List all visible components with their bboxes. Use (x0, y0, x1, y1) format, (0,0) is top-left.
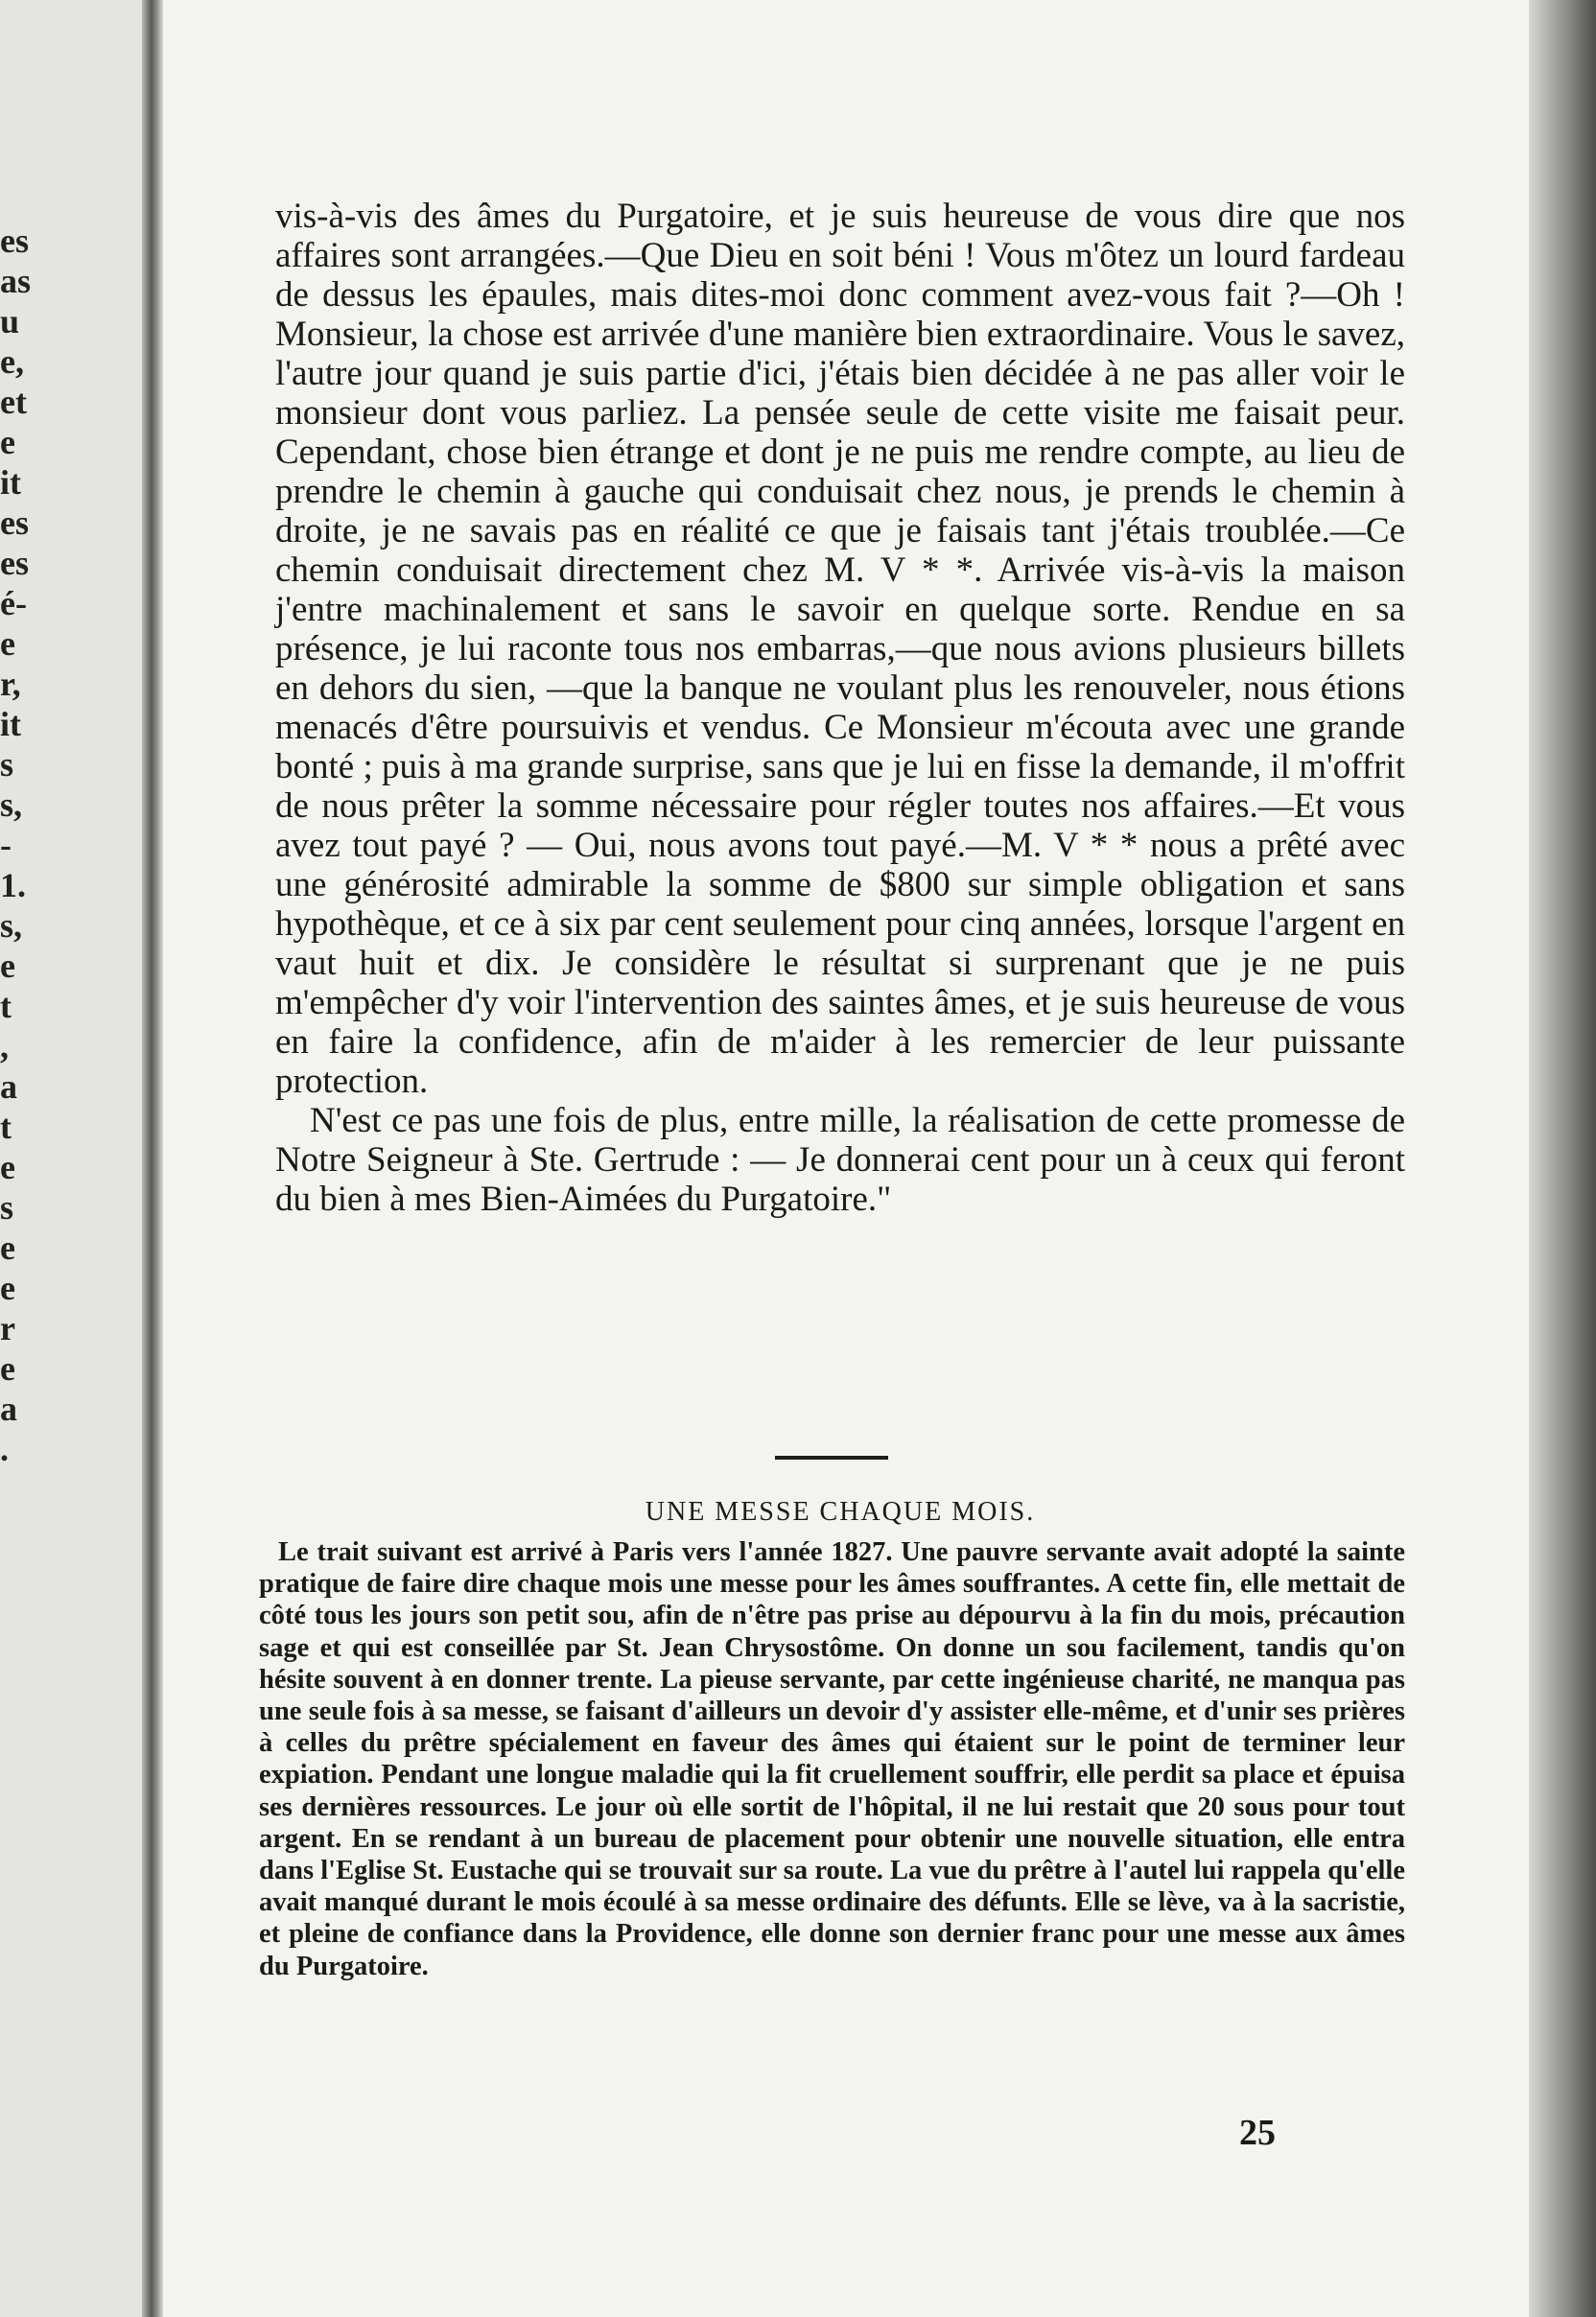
left-page-fragment: as (0, 262, 32, 300)
left-page-fragment: é- (0, 584, 27, 622)
left-page-fragment: es (0, 222, 29, 260)
left-page-fragment: e (0, 1269, 15, 1307)
left-page-fragment: u (0, 302, 20, 340)
body-paragraph-2: N'est ce pas une fois de plus, entre mille, la réalisation de cette promesse de Notre Seigneur à Ste. Gertrude : — Je donnerai cent pour un à ceux qui feront du bien à mes Bien-Aimées du Purgatoire." (275, 1101, 1405, 1219)
left-page-fragment: e (0, 1349, 15, 1388)
section-text (259, 1536, 1405, 1982)
left-page-fragment: , (0, 1027, 9, 1065)
section-paragraph: Le trait suivant est arrivé à Paris vers l'année 1827. Une pauvre servante avait adopté la sainte pratique de faire dire chaque mois une messe pour les âmes souffrantes. A cette fin, elle mettait de côté tous les jours son petit sou, afin de n'être pas prise au dépourvu à la fin du mois, précaution sage et qui est conseillée par St. Jean Chrysostôme. On donne un sou facilement, tandis qu'on hésite souvent à en donner trente. La pieuse servante, par cette ingénieuse charité, ne manqua pas une seule fois à sa messe, se faisant d'ailleurs un devoir d'y assister elle-même, et d'unir ses prières à celles du prêtre spécialement en faveur des âmes qui étaient sur le point de terminer leur expiation. Pendant une longue maladie qui la fit cruellement souffrir, elle perdit sa place et épuisa ses dernières ressources. Le jour où elle sortit de l'hôpital, il ne lui restait que 20 sous pour tout argent. En se rendant à un bureau de placement pour obtenir une nouvelle situation, elle entra dans l'Eglise St. Eustache qui se trouvait sur sa route. La vue du prêtre à l'autel lui rappela qu'elle avait manqué durant le mois écoulé à sa messe ordinaire des défunts. Elle se lève, va à la sacristie, et pleine de confiance dans la Providence, elle donne son dernier franc pour une messe aux âmes du Purgatoire. (259, 1537, 1405, 1981)
left-facing-page (0, 0, 153, 2317)
page-number: 25 (1239, 2113, 1276, 2153)
main-text (275, 197, 1405, 1219)
section-heading: UNE MESSE CHAQUE MOIS. (645, 1497, 1036, 1527)
left-page-fragment: . (0, 1430, 9, 1468)
left-page-fragment: 1. (0, 866, 26, 904)
left-page-fragment: s (0, 1188, 14, 1227)
left-page-fragment: it (0, 463, 21, 502)
left-page-fragment: e (0, 1148, 15, 1186)
left-page-fragment: e (0, 423, 15, 461)
left-page-fragment: - (0, 826, 12, 864)
left-page-fragment: e, (0, 342, 24, 381)
left-page-fragment: es (0, 544, 29, 582)
left-page-fragment: e (0, 624, 15, 663)
left-page-fragment: t (0, 987, 12, 1025)
left-page-fragment: a (0, 1390, 17, 1428)
left-page-fragment: et (0, 383, 27, 421)
left-page-fragment: es (0, 503, 29, 542)
right-page-edge (1529, 0, 1596, 2317)
left-page-fragment: t (0, 1108, 12, 1146)
left-page-fragment: r (0, 1309, 15, 1347)
left-page-fragment: r, (0, 665, 21, 703)
left-page-fragment: s (0, 745, 14, 784)
left-page-fragment: s, (0, 785, 23, 824)
left-page-fragment: e (0, 1229, 15, 1267)
body-paragraph-1: vis-à-vis des âmes du Purgatoire, et je suis heureuse de vous dire que nos affaires sont arrangées.—Que Dieu en soit béni ! Vous m'ôtez un lourd fardeau de dessus les épaules, mais dites-moi donc comment avez-vous fait ?—Oh ! Monsieur, la chose est arrivée d'une manière bien extraordinaire. Vous le savez, l'autre jour quand je suis partie d'ici, j'étais bien décidée à ne pas aller voir le monsieur dont vous parliez. La pensée seule de cette visite me faisait peur. Cependant, chose bien étrange et dont je ne puis me rendre compte, au lieu de prendre le chemin à gauche qui conduisait chez nous, je prends le chemin à droite, je ne savais pas en réalité ce que je faisais tant j'étais troublée.—Ce chemin conduisait directement chez M. V * *. Arrivée vis-à-vis la maison j'entre machinalement et sans le savoir en quelque sorte. Rendue en sa présence, je lui raconte tous nos embarras,—que nous avions plusieurs billets en dehors du sien, —que la banque ne voulant plus les renouveler, nous étions menacés d'être poursuivis et vendus. Ce Monsieur m'écouta avec une grande bonté ; puis à ma grande surprise, sans que je lui en fisse la demande, il m'offrit de nous prêter la somme nécessaire pour régler toutes nos affaires.—Et vous avez tout payé ? — Oui, nous avons tout payé.—M. V * * nous a prêté avec une générosité admirable la somme de $800 sur simple obligation et sans hypothèque, et ce à six par cent seulement pour cinq années, lorsque l'argent en vaut huit et dix. Je considère le résultat si surprenant que je ne puis m'empêcher d'y voir l'intervention des saintes âmes, et je suis heureuse de vous en faire la confidence, afin de m'aider à les remercier de leur puissante protection. (275, 197, 1405, 1101)
left-page-fragment: it (0, 705, 21, 743)
left-page-text-fragments (0, 221, 42, 1469)
left-page-fragment: s, (0, 906, 23, 945)
section-divider (775, 1456, 888, 1460)
left-page-fragment: e (0, 947, 15, 985)
left-page-fragment: a (0, 1067, 17, 1106)
book-gutter (142, 0, 163, 2317)
